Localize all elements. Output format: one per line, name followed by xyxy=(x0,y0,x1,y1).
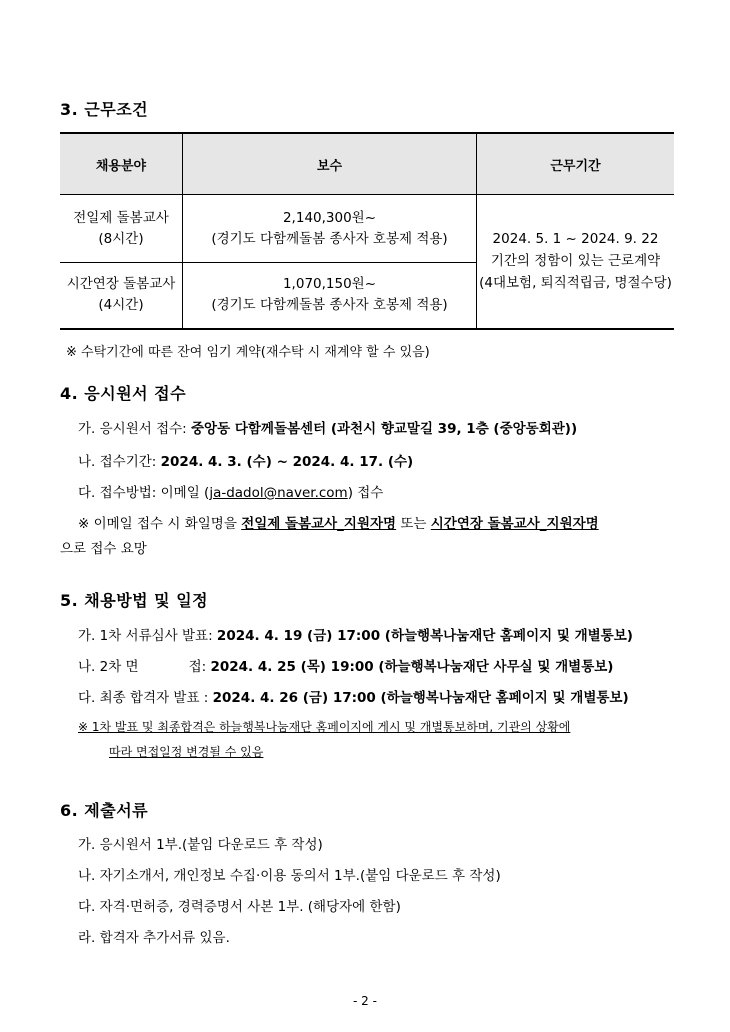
sec5-note-line2: 따라 면접일정 변경될 수 있음 xyxy=(109,745,264,759)
note-text: ※ 이메일 접수 시 화일명을 xyxy=(78,516,242,532)
item-suffix: ) 접수 xyxy=(347,485,384,501)
item-label: 다. 최종 합격자 발표 : xyxy=(78,690,213,706)
filename-format-fulltime: 전일제 돌봄교사_지원자명 xyxy=(241,516,397,532)
section-3-note: ※ 수탁기간에 따른 잔여 임기 계약(재수탁 시 재계약 할 수 있음) xyxy=(66,345,430,360)
item-label: 접: xyxy=(188,659,211,675)
note-text: 또는 xyxy=(396,516,431,532)
sec4-item-a xyxy=(78,417,577,437)
sec4-item-c xyxy=(78,481,383,501)
item-label: 나. 2차 면 xyxy=(78,659,139,675)
item-label: 다. 접수방법: 이메일 ( xyxy=(78,485,210,501)
sec6-item: 나. 자기소개서, 개인정보 수집·이용 동의서 1부.(붙임 다운로드 후 작성) xyxy=(78,868,501,884)
table-header-row xyxy=(60,133,674,195)
filename-format-extended: 시간연장 돌봄교사_지원자명 xyxy=(430,516,599,532)
item-value: 2024. 4. 3. (수) ~ 2024. 4. 17. (수) xyxy=(160,454,414,470)
item-label: 나. 접수기간: xyxy=(78,454,161,470)
pay-cell xyxy=(183,263,477,329)
pay-cell xyxy=(183,195,477,263)
pay-amount: 2,140,300원~ xyxy=(282,209,377,226)
section-3-title: 3. 근무조건 xyxy=(60,100,149,119)
item-value: 중앙동 다함께돌봄센터 (과천시 향교말길 39, 1층 (중앙동회관)) xyxy=(191,421,578,437)
item-label: 가. 1차 서류심사 발표: xyxy=(78,628,217,644)
work-conditions-table xyxy=(60,132,674,330)
field-cell xyxy=(60,195,183,263)
pay-amount: 1,070,150원~ xyxy=(282,276,377,293)
sec6-item: 라. 합격자 추가서류 있음. xyxy=(78,930,230,946)
sec5-item-b xyxy=(78,655,613,675)
section-6-title: 6. 제출서류 xyxy=(60,801,149,820)
sec4-note-line1 xyxy=(78,512,599,532)
period-cell xyxy=(477,195,675,329)
period-contract: 기간의 정함이 있는 근로계약 xyxy=(490,253,661,270)
table-row xyxy=(60,195,674,263)
item-value: 2024. 4. 26 (금) 17:00 (하늘행복나눔재단 홈페이지 및 개별통보) xyxy=(212,690,629,706)
field-name: 전일제 돌봄교사 xyxy=(73,209,169,226)
field-hours: (8시간) xyxy=(98,230,144,247)
section-5-title: 5. 채용방법 및 일정 xyxy=(60,591,209,610)
header-period: 근무기간 xyxy=(477,133,675,195)
field-cell xyxy=(60,263,183,329)
sec6-item: 다. 자격·면허증, 경력증명서 사본 1부. (해당자에 한함) xyxy=(78,899,401,915)
sec4-note-line2: 으로 접수 요망 xyxy=(60,541,147,557)
sec6-item: 가. 응시원서 1부.(붙임 다운로드 후 작성) xyxy=(78,837,323,853)
pay-note: (경기도 다함께돌봄 종사자 호봉제 적용) xyxy=(211,297,448,314)
email-link[interactable]: ja-dadol@naver.com xyxy=(209,485,348,501)
page-number: - 2 - xyxy=(353,994,377,1008)
item-label: 가. 응시원서 접수: xyxy=(78,421,192,437)
period-dates: 2024. 5. 1 ~ 2024. 9. 22 xyxy=(492,231,659,248)
item-value: 2024. 4. 25 (목) 19:00 (하늘행복나눔재단 사무실 및 개별통보) xyxy=(210,659,614,675)
header-pay: 보수 xyxy=(183,133,477,195)
sec5-note-line1: ※ 1차 발표 및 최종합격은 하늘행복나눔재단 홈페이지에 게시 및 개별통보하며, 기관의 상황에 xyxy=(78,720,571,734)
sec5-item-a xyxy=(78,624,633,644)
field-name: 시간연장 돌봄교사 xyxy=(66,276,176,293)
field-hours: (4시간) xyxy=(98,297,144,314)
item-value: 2024. 4. 19 (금) 17:00 (하늘행복나눔재단 홈페이지 및 개별통보) xyxy=(216,628,633,644)
header-field: 채용분야 xyxy=(60,133,183,195)
sec5-item-c xyxy=(78,686,629,706)
pay-note: (경기도 다함께돌봄 종사자 호봉제 적용) xyxy=(211,230,448,247)
section-4-title: 4. 응시원서 접수 xyxy=(60,384,187,403)
period-benefits: (4대보험, 퇴직적립금, 명절수당) xyxy=(479,275,672,292)
sec4-item-b xyxy=(78,450,413,470)
